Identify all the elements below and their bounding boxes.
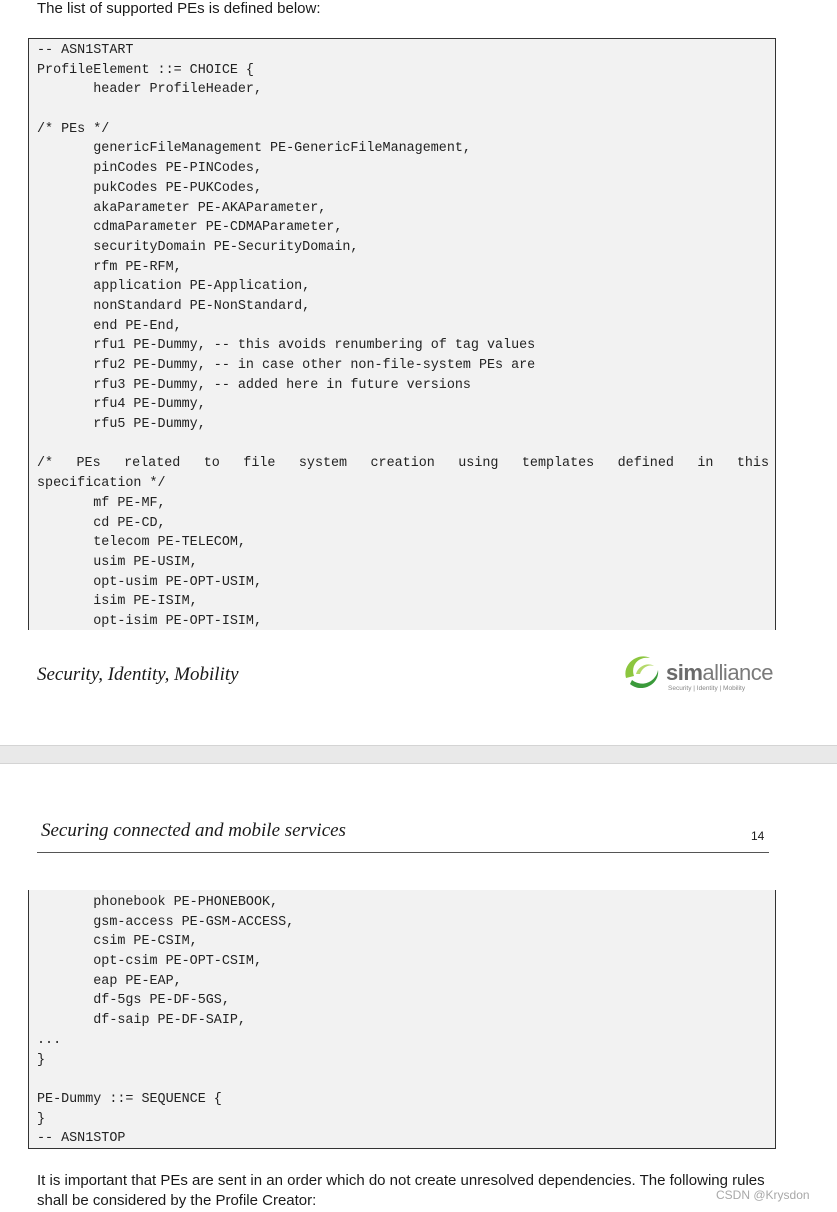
code-line: nonStandard PE-NonStandard, [37, 298, 311, 314]
code-block-page-13 [28, 38, 776, 630]
code-line: rfu3 PE-Dummy, -- added here in future versions [37, 377, 471, 393]
code-line: PE-Dummy ::= SEQUENCE { [37, 1091, 222, 1107]
header-divider [37, 852, 769, 853]
code-line: csim PE-CSIM, [37, 934, 198, 950]
code-line: opt-usim PE-OPT-USIM, [37, 574, 262, 590]
swirl-logo-icon [620, 648, 666, 694]
intro-text: The list of supported PEs is defined below: [37, 0, 321, 17]
watermark: CSDN @Krysdon [716, 1188, 810, 1202]
code-line: rfm PE-RFM, [37, 259, 182, 275]
code-line: rfu4 PE-Dummy, [37, 397, 206, 413]
code-line: df-5gs PE-DF-5GS, [37, 993, 230, 1009]
code-line: -- ASN1START [37, 43, 134, 58]
code-line: end PE-End, [37, 318, 182, 334]
code-line: mf PE-MF, [37, 495, 166, 511]
page-header-title: Securing connected and mobile services [41, 820, 346, 841]
code-line: ProfileElement ::= CHOICE { [37, 62, 254, 78]
code-line: cdmaParameter PE-CDMAParameter, [37, 220, 343, 236]
page-separator [0, 745, 837, 764]
code-line [37, 100, 775, 120]
code-line: eap PE-EAP, [37, 973, 182, 989]
code-line: telecom PE-TELECOM, [37, 535, 246, 551]
code-line: pukCodes PE-PUKCodes, [37, 180, 262, 196]
logo-tagline: Security | Identity | Mobility [668, 685, 746, 692]
code-line: opt-isim PE-OPT-ISIM, [37, 613, 262, 629]
code-line: rfu1 PE-Dummy, -- this avoids renumbering of tag values [37, 338, 536, 354]
code-line: } [37, 1052, 46, 1068]
code-line: specification */ [37, 476, 166, 492]
closing-paragraph: It is important that PEs are sent in an order which do not create unresolved dependencies. The following rules shall be considered by the Profile Creator: [37, 1172, 765, 1209]
code-line: cd PE-CD, [37, 515, 166, 531]
code-line: rfu5 PE-Dummy, [37, 417, 206, 433]
code-line: securityDomain PE-SecurityDomain, [37, 239, 359, 255]
page-number: 14 [751, 829, 765, 843]
code-line: header ProfileHeader, [37, 82, 262, 98]
code-line: pinCodes PE-PINCodes, [37, 161, 262, 177]
code-line: gsm-access PE-GSM-ACCESS, [37, 914, 295, 930]
code-line: phonebook PE-PHONEBOOK, [37, 895, 279, 910]
logo-wordmark: simalliance [666, 660, 774, 685]
footer-tagline: Security, Identity, Mobility [37, 664, 239, 685]
code-line: ... [37, 1032, 62, 1048]
code-line: genericFileManagement PE-GenericFileManagement, [37, 141, 471, 157]
code-line: rfu2 PE-Dummy, -- in case other non-file-system PEs are [37, 358, 536, 373]
code-line: isim PE-ISIM, [37, 594, 198, 610]
code-line: opt-csim PE-OPT-CSIM, [37, 954, 262, 970]
code-line: } [37, 1111, 46, 1127]
code-line: -- ASN1STOP [37, 1131, 126, 1147]
code-line: df-saip PE-DF-SAIP, [37, 1013, 246, 1029]
code-line: application PE-Application, [37, 279, 311, 295]
code-line: usim PE-USIM, [37, 554, 198, 570]
code-block-page-14 [28, 890, 776, 1149]
simalliance-logo [620, 648, 780, 698]
code-line: akaParameter PE-AKAParameter, [37, 200, 327, 216]
code-line [37, 435, 775, 455]
code-line: /* PEs */ [37, 121, 110, 137]
code-line: /* PEs related to file system creation using templates defined in this [37, 456, 769, 472]
code-line [37, 1070, 775, 1090]
